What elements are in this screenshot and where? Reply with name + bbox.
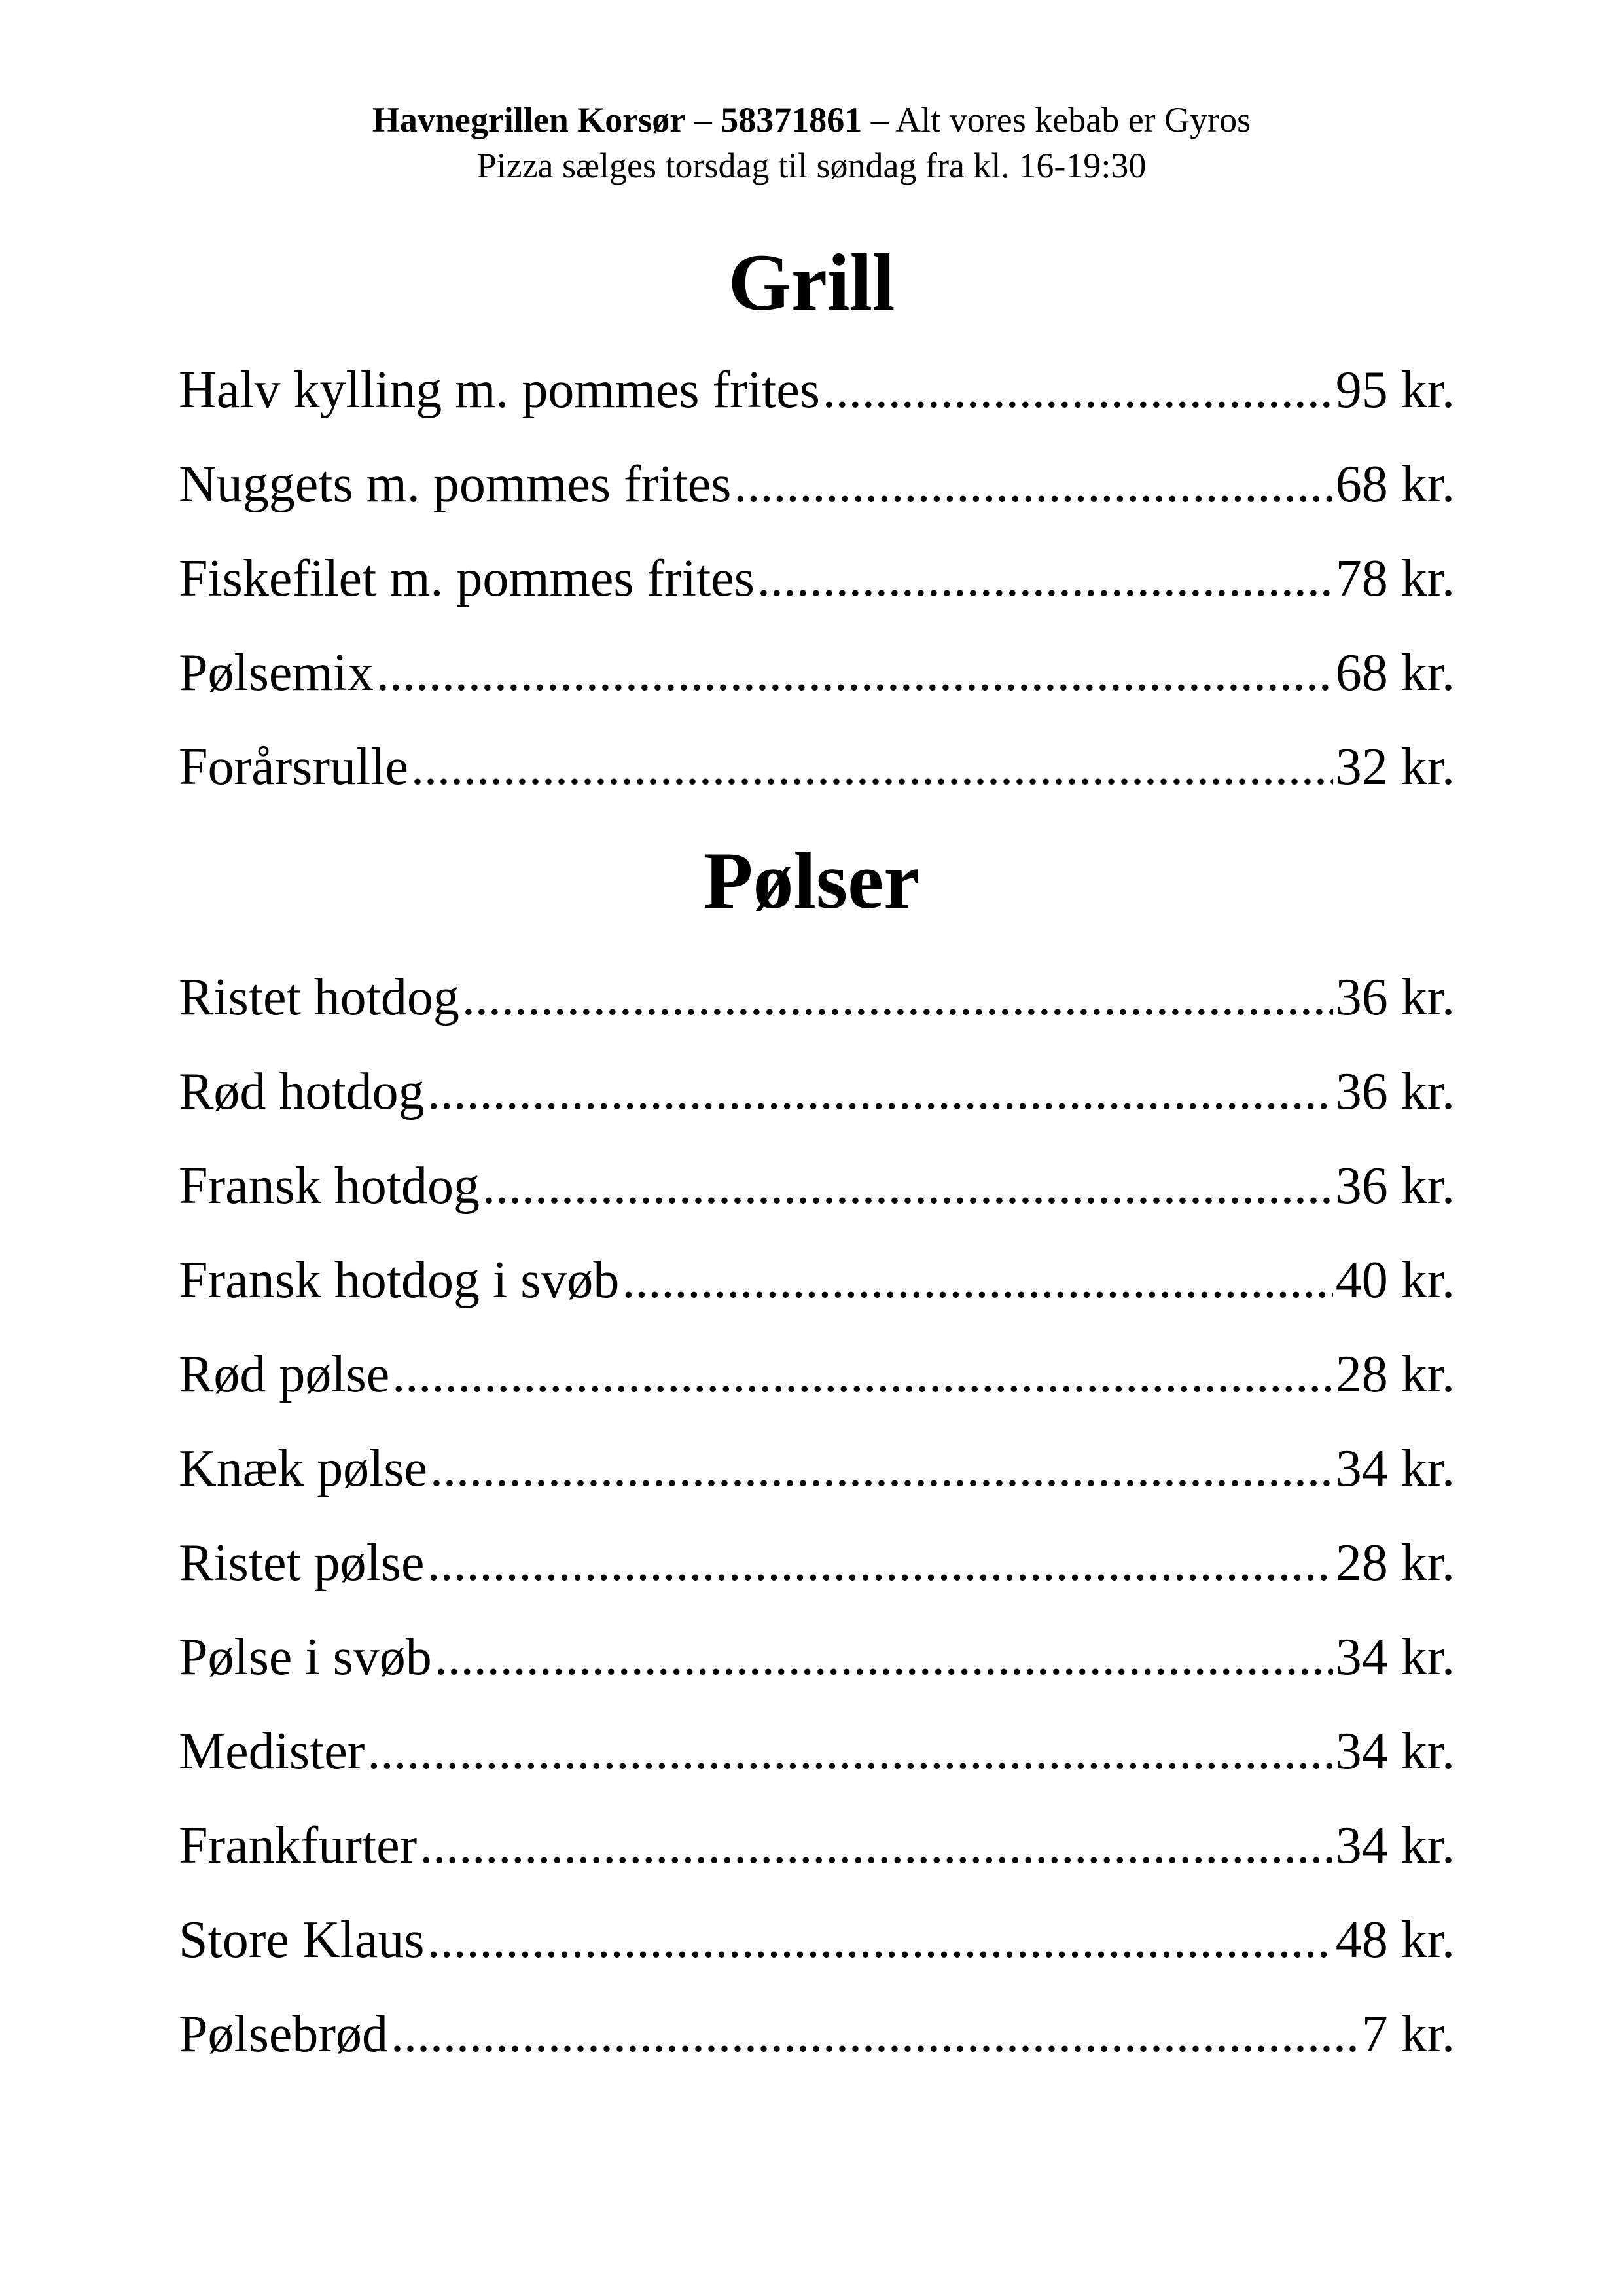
item-price: 36 kr.	[1335, 969, 1455, 1026]
item-price: 68 kr.	[1335, 456, 1455, 513]
tagline: Alt vores kebab er Gyros	[895, 100, 1251, 139]
item-name: Fransk hotdog i svøb	[179, 1251, 620, 1309]
dot-leader	[419, 1814, 1332, 1877]
menu-item	[179, 1720, 1455, 1814]
item-name: Medister	[179, 1723, 365, 1780]
item-price: 36 kr.	[1335, 1063, 1455, 1121]
item-name: Fransk hotdog	[179, 1157, 480, 1215]
item-name: Halv kylling m. pommes frites	[179, 361, 820, 419]
section-title-grill: Grill	[728, 238, 895, 327]
item-name: Nuggets m. pommes frites	[179, 456, 732, 513]
item-price: 78 kr.	[1335, 550, 1455, 607]
item-price: 7 kr.	[1361, 2005, 1455, 2063]
item-name: Rød hotdog	[179, 1063, 425, 1121]
dot-leader	[757, 547, 1333, 610]
menu-item	[179, 736, 1455, 830]
item-price: 34 kr.	[1335, 1440, 1455, 1498]
dot-leader	[427, 1909, 1333, 1971]
item-price: 40 kr.	[1335, 1251, 1455, 1309]
dot-leader	[430, 1437, 1333, 1500]
section-title-polser: Pølser	[703, 836, 920, 925]
menu-item	[179, 1249, 1455, 1343]
dot-leader	[411, 736, 1333, 798]
item-name: Rød pølse	[179, 1346, 390, 1403]
menu-item	[179, 547, 1455, 641]
item-price: 36 kr.	[1335, 1157, 1455, 1215]
dot-leader	[462, 966, 1333, 1029]
item-price: 34 kr.	[1335, 1628, 1455, 1686]
menu-list-grill	[179, 359, 1455, 830]
item-price: 34 kr.	[1335, 1723, 1455, 1780]
item-name: Store Klaus	[179, 1911, 425, 1969]
item-price: 28 kr.	[1335, 1534, 1455, 1592]
pizza-note: Pizza sælges torsdag til søndag fra kl. 16-19:30	[476, 146, 1147, 185]
dot-leader	[391, 2003, 1359, 2066]
dot-leader	[376, 641, 1333, 704]
header-dash: –	[685, 100, 721, 139]
item-price: 95 kr.	[1335, 361, 1455, 419]
item-price: 34 kr.	[1335, 1817, 1455, 1874]
item-name: Forårsrulle	[179, 738, 409, 796]
item-name: Fiskefilet m. pommes frites	[179, 550, 755, 607]
item-name: Knæk pølse	[179, 1440, 427, 1498]
business-name: Havnegrillen Korsør	[372, 100, 686, 139]
item-name: Frankfurter	[179, 1817, 418, 1874]
menu-item	[179, 1343, 1455, 1437]
item-name: Pølse i svøb	[179, 1628, 432, 1686]
item-name: Pølsemix	[179, 644, 374, 702]
menu-item	[179, 1626, 1455, 1720]
dot-leader	[367, 1720, 1332, 1783]
phone-number: 58371861	[721, 100, 863, 139]
item-price: 48 kr.	[1335, 1911, 1455, 1969]
dot-leader	[427, 1060, 1333, 1123]
menu-item	[179, 1155, 1455, 1249]
menu-item	[179, 2003, 1455, 2097]
menu-item	[179, 359, 1455, 453]
menu-item	[179, 1532, 1455, 1626]
header-dash: –	[862, 100, 896, 139]
dot-leader	[392, 1343, 1333, 1406]
item-name: Pølsebrød	[179, 2005, 388, 2063]
dot-leader	[823, 359, 1333, 422]
menu-item	[179, 966, 1455, 1060]
dot-leader	[482, 1155, 1333, 1217]
menu-item	[179, 1909, 1455, 2003]
dot-leader	[734, 453, 1332, 516]
item-price: 28 kr.	[1335, 1346, 1455, 1403]
menu-item	[179, 641, 1455, 736]
menu-item	[179, 1060, 1455, 1155]
menu-item	[179, 453, 1455, 547]
dot-leader	[435, 1626, 1333, 1689]
dot-leader	[622, 1249, 1332, 1312]
item-name: Ristet hotdog	[179, 969, 459, 1026]
header-line-1	[0, 97, 1623, 143]
item-price: 68 kr.	[1335, 644, 1455, 702]
item-name: Ristet pølse	[179, 1534, 425, 1592]
menu-item	[179, 1437, 1455, 1532]
dot-leader	[427, 1532, 1333, 1594]
menu-item	[179, 1814, 1455, 1909]
menu-list-polser	[179, 966, 1455, 2097]
page-header	[0, 97, 1623, 188]
item-price: 32 kr.	[1335, 738, 1455, 796]
